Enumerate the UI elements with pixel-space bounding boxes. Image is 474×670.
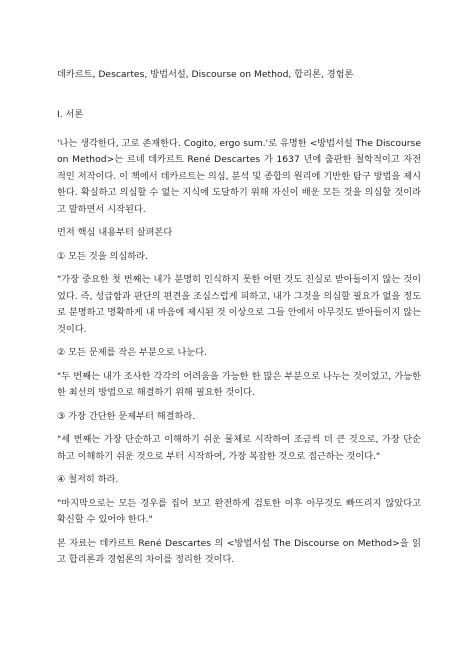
lead-in-text: 먼저 핵심 내용부터 살펴본다 — [57, 227, 173, 238]
keywords-line: 데카르트, Descartes, 방법서설, Discourse on Method, 합리론, 경험론 — [57, 69, 354, 80]
rule-quote: "마지막으로는 모든 경우를 집어 보고 완전하게 검토한 이후 아무것도 빠뜨리지 않았다고 확신할 수 있어야 한다." — [57, 497, 421, 525]
rule-quote: "세 번째는 가장 단순하고 이해하기 쉬운 물체로 시작하여 조금씩 더 큰 것으로, 가장 단순하고 이해하기 쉬운 것으로 부터 시작하여, 가장 복잡한 것으로 접근하는 것이다." — [57, 434, 421, 462]
section-heading: I. 서론 — [57, 109, 84, 120]
rule-quote: "두 번째는 내가 조사한 각각의 어려움을 가능한 한 많은 부분으로 나누는 것이었고, 가능한 한 최선의 방법으로 해결하기 위해 필요한 것이다. — [57, 370, 421, 398]
rule-title: ② 모든 문제를 작은 부분으로 나눈다. — [57, 347, 208, 358]
rule-quote: "가장 중요한 첫 번째는 내가 분명히 인식하지 못한 어떤 것도 진실로 받아들이지 않는 것이었다. 즉, 성급함과 판단의 편견을 조심스럽게 피하고, 내가 그것을 의심할 필요가 없을 정도로 분명하고 명확하게 내 마음에 제시된 것 이상으로 그들 안에서 아무것도 받아들이지 않는 것이다. — [57, 274, 421, 335]
closing-paragraph: 본 자료는 데카르트 René Descartes 의 <방법서설 The Discourse on Method>을 읽고 합리론과 경험론의 차이를 정리한 것이다. — [57, 537, 421, 565]
document-body — [57, 107, 421, 576]
rule-title: ③ 가장 간단한 문제부터 해결하라. — [57, 410, 196, 422]
intro-paragraph: '나는 생각한다, 고로 존재한다. Cogito, ergo sum.'로 유명한 <방법서설 The Discourse on Method>는 르네 데카르트 René Descartes 가 1637 년에 출판한 철학적이고 자전적인 저작이다. 이 책에서 데카르트는 의심, 분석 및 종합의 원리에 기반한 탐구 방법을 제시한다. 확실하고 의심할 수 없는 지식에 도달하기 위해 자신이 배운 모든 것을 의심할 것이라고 말하면서 시작된다. — [57, 137, 421, 215]
rule-title: ④ 철저히 하라. — [57, 474, 119, 485]
rule-title: ① 모든 것을 의심하라. — [57, 250, 148, 262]
